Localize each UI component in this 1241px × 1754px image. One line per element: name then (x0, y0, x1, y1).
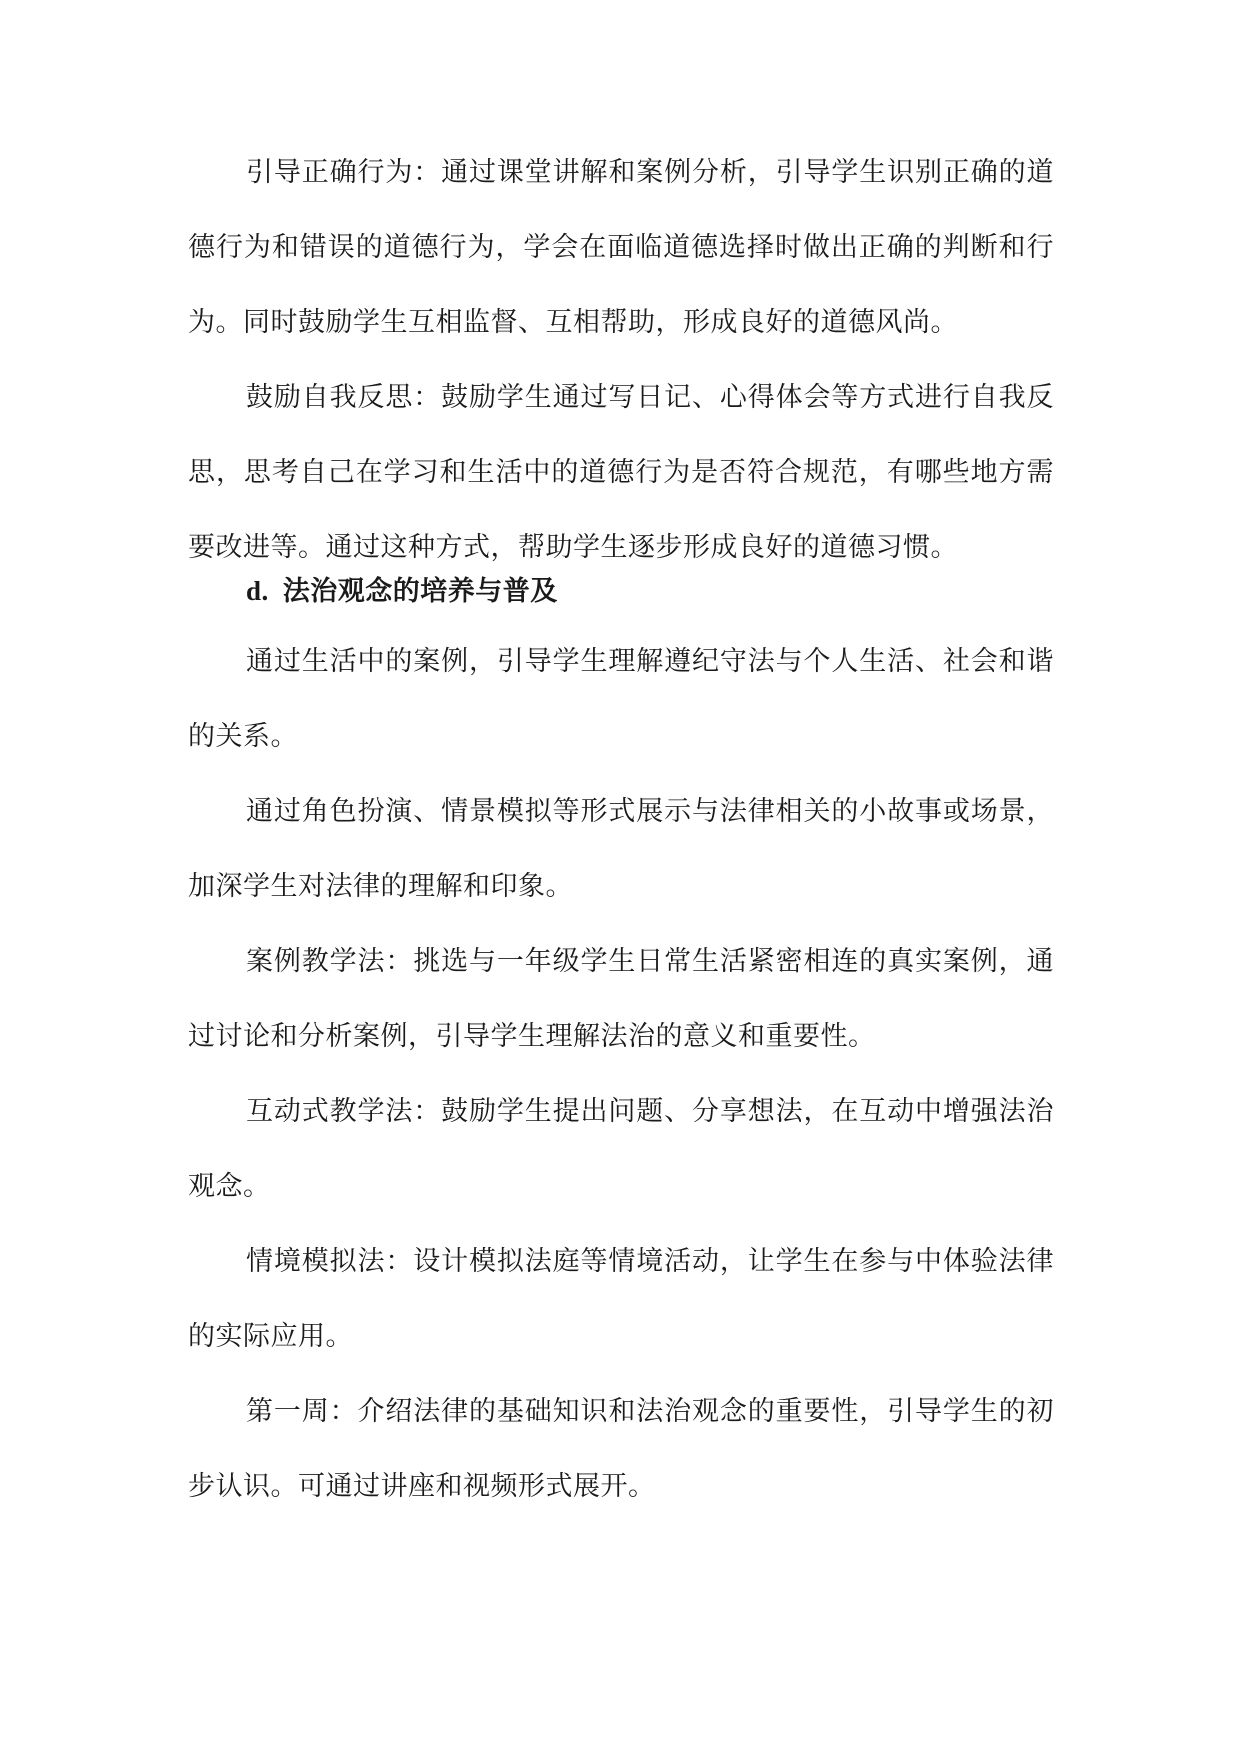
paragraph-interactive-teaching: 互动式教学法：鼓励学生提出问题、分享想法，在互动中增强法治观念。 (188, 1096, 1054, 1202)
paragraph-life-cases: 通过生活中的案例，引导学生理解遵纪守法与个人生活、社会和谐的关系。 (188, 646, 1054, 752)
paragraph-scenario-simulation: 情境模拟法：设计模拟法庭等情境活动，让学生在参与中体验法律的实际应用。 (188, 1246, 1054, 1352)
paragraph-guide-correct-behavior: 引导正确行为：通过课堂讲解和案例分析，引导学生识别正确的道德行为和错误的道德行为，学会在面临道德选择时做出正确的判断和行为。同时鼓励学生互相监督、互相帮助，形成良好的道德风尚。 (188, 157, 1054, 338)
paragraph-week-one: 第一周：介绍法律的基础知识和法治观念的重要性，引导学生的初步认识。可通过讲座和视频形式展开。 (188, 1396, 1054, 1502)
paragraph-role-play: 通过角色扮演、情景模拟等形式展示与法律相关的小故事或场景，加深学生对法律的理解和印象。 (188, 796, 1054, 902)
section-heading (246, 571, 558, 612)
section-marker: d. (246, 576, 269, 606)
section-title: 法治观念的培养与普及 (282, 576, 558, 607)
paragraph-self-reflection: 鼓励自我反思：鼓励学生通过写日记、心得体会等方式进行自我反思，思考自己在学习和生活中的道德行为是否符合规范，有哪些地方需要改进等。通过这种方式，帮助学生逐步形成良好的道德习惯。 (188, 382, 1054, 563)
paragraph-case-teaching: 案例教学法：挑选与一年级学生日常生活紧密相连的真实案例，通过讨论和分析案例，引导学生理解法治的意义和重要性。 (188, 946, 1054, 1052)
